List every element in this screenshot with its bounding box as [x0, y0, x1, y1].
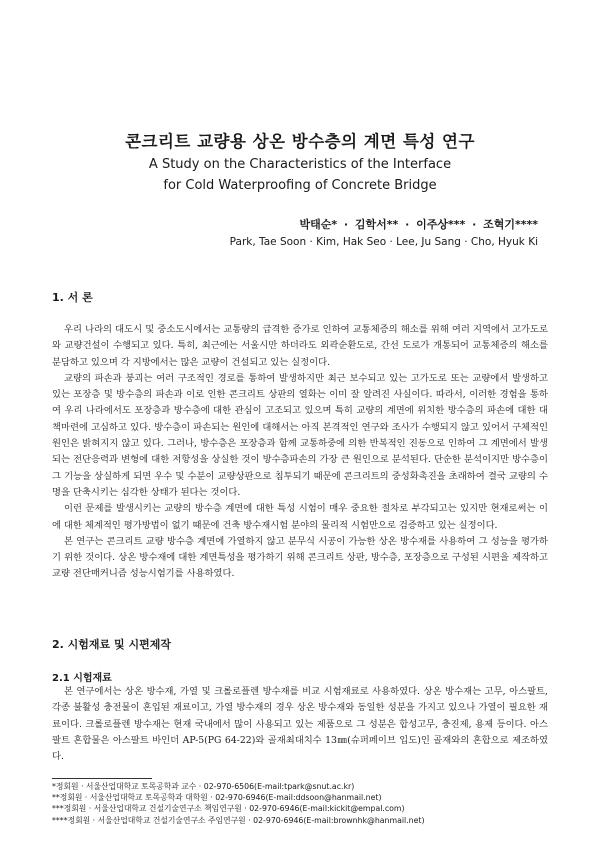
section-1-paragraph: 교량의 파손과 붕괴는 여러 구조적인 경로를 통하여 발생하지만 최근 보수되고 있는 고가도로 또는 교량에서 발생하고 있는 포장층 및 방수층의 파손과 이로 인한 콘크리트 상판의 열화는 이미 잘 알려진 사실이다. 따라서, 이러한 경험을 통하여 우리 나라에서도 포장층과 방수층에 대한 관심이 고조되고 있으며 특히 교량의 계면에 위치한 방수층의 파손에 대한 대책마련에 고심하고 있다. 방수층이 파손되는 원인에 대해서는 아직 본격적인 연구와 조사가 수행되지 않고 있어서 구체적인 원인은 밝혀지지 않고 있다. 그러나, 방수층은 포장층과 함께 교통하중에 의한 반복적인 진동으로 인하여 그 계면에서 발생되는 전단응력과 변형에 대한 저항성을 상실한 것이 방수층파손의 가장 큰 원인으로 분석된다. 단순한 분석이지만 방수층이 그 기능을 상실하게 되면 우수 및 수분이 교량상판으로 침투되기 때문에 콘크리트의 중성화촉진을 초래하여 결국 교량의 수명을 단축시키는 심각한 상태가 된다는 것이다. [52, 372, 548, 498]
paper-title-english-line1: A Study on the Characteristics of the Interface [148, 157, 452, 172]
section-1-paragraph: 이런 문제를 발생시키는 교량의 방수층 계면에 대한 특성 시험이 매우 중요한 절차로 부각되고는 있지만 현재로써는 이에 대한 체계적인 평가방법이 없기 때문에 건축 방수재시험 분야의 물리적 시험만으로 검증하고 있는 실정이다. [52, 503, 548, 531]
footnotes [52, 781, 552, 826]
footnote-author-2: **정회원 · 서울산업대학교 토목공학과 대학원 · 02-970-6946(E-mail:ddsoon@hanmail.net) [52, 793, 382, 803]
section-2-paragraph: 본 연구에서는 상온 방수재, 가열 및 크롤로플렌 방수재를 비교 시험재료로 사용하였다. 상온 방수재는 고무, 아스팔트, 각종 불활성 충전물이 혼입된 재료이고, 가열 방수재의 경우 상온 방수재와 동일한 성분을 가지고 있으나 가열이 필요한 재료이다. 크롤로플렌 방수재는 현재 국내에서 많이 사용되고 있는 제품으로 그 성분은 합성고무, 충진제, 용제 등이다. 아스팔트 혼합물은 아스팔트 바인더 AP-5(PG 64-22)와 골재최대치수 13㎜(슈퍼페이브 입도)인 골재와의 혼합으로 제조하였다. [52, 686, 548, 763]
section-1-body [52, 322, 548, 583]
section-2-body [52, 684, 548, 765]
paper-title-english-line2: for Cold Waterproofing of Concrete Bridge [163, 178, 437, 193]
section-1-heading: 1. 서 론 [52, 291, 93, 304]
footnote-divider [52, 778, 152, 779]
authors-english: Park, Tae Soon · Kim, Hak Seo · Lee, Ju Sang · Cho, Hyuk Ki [229, 236, 538, 248]
section-2-1-heading: 2.1 시험재료 [52, 673, 112, 684]
footnote-author-4: ****정회원 · 서울산업대학교 건설기술연구소 주임연구원 · 02-970-6946(E-mail:brownhk@hanmail.net) [52, 815, 425, 825]
paper-title-korean: 콘크리트 교량용 상온 방수층의 계면 특성 연구 [125, 132, 475, 151]
section-1-paragraph: 본 연구는 콘크리트 교량 방수층 계면에 가열하지 않고 분무식 시공이 가능한 상온 방수재를 사용하여 그 성능을 평가하기 위한 것이다. 상온 방수재에 대한 계면특성을 평가하기 위해 콘크리트 상판, 방수층, 포장층으로 구성된 시편을 제작하고 교량 전단매커니즘 성능시험기를 사용하였다. [52, 535, 548, 580]
authors-korean: 박태순* · 김학서** · 이주상*** · 조혁기**** [299, 218, 538, 231]
footnote-author-3: ***정회원 · 서울산업대학교 건설기술연구소 책임연구원 · 02-970-6946(E-mail:kickit@empal.com) [52, 804, 405, 814]
section-1-paragraph: 우리 나라의 대도시 및 중소도시에서는 교통량의 급격한 증가로 인하여 교통체증의 해소를 위해 여러 지역에서 고가도로와 교량건설이 수행되고 있다. 특히, 최근에는 서울시만 하더라도 외곽순환도로, 간선 도로가 개통되어 교통체증의 해소를 분담하고 있으며 각 지방에서는 많은 교량이 건설되고 있는 실정이다. [52, 324, 548, 368]
section-2-heading: 2. 시험재료 및 시편제작 [52, 638, 171, 651]
footnote-author-1: *정회원 · 서울산업대학교 토목공학과 교수 · 02-970-6506(E-mail:tpark@snut.ac.kr) [52, 782, 355, 791]
